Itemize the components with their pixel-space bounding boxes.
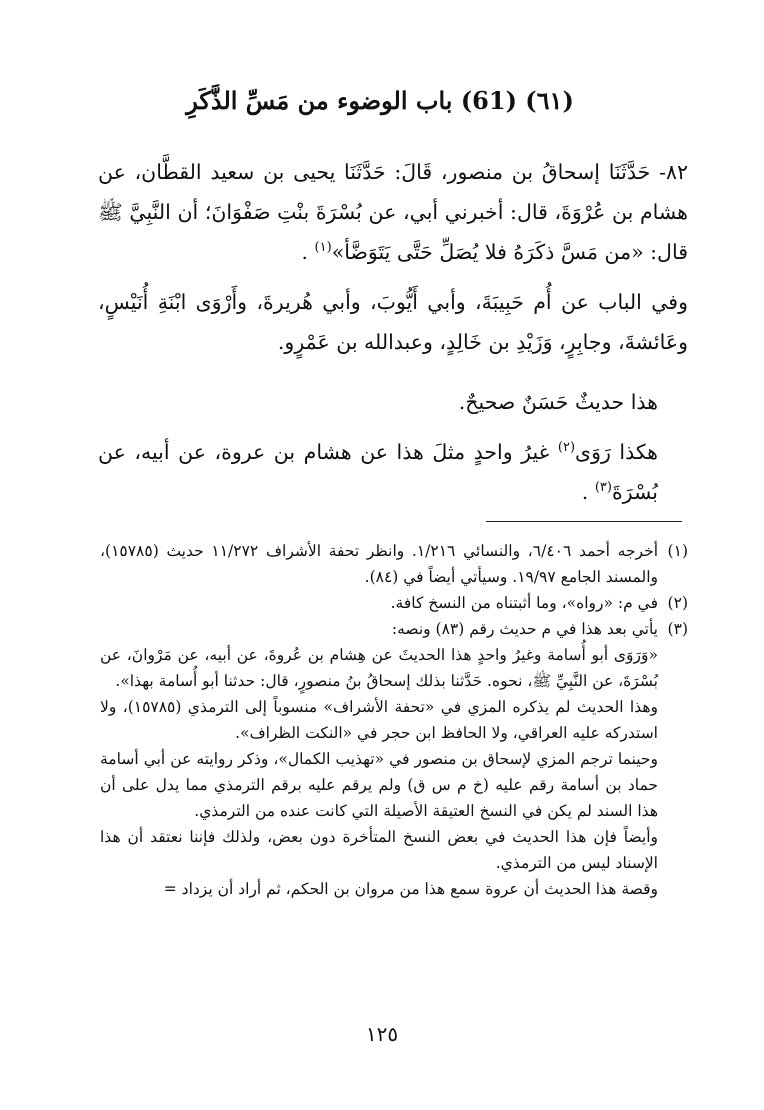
hadith-82-paragraph — [98, 152, 688, 272]
footnote-divider — [486, 521, 682, 522]
chapter-title: (٦١) (61) باب الوضوء من مَسِّ الذَّكَرِ — [186, 86, 574, 115]
footnote-ref-1[interactable]: (١) — [314, 240, 332, 256]
footnote-3-quote: «وَرَوَى أبو أُسامة وغيرُ واحدٍ هذا الحديثَ عن هِشام بن عُروةَ، عن أبيه، عن مَرْوانَ، عن بُسْرَةَ، عن النَّبِيِّ ﷺ، نحوه. حَدَّثنا بذلك إسحاقُ بنُ منصورٍ، قال: حدثنا أبو أُسامة بهذا». — [100, 646, 658, 690]
related-narrations-paragraph — [98, 282, 688, 362]
chain-note-paragraph — [98, 432, 688, 512]
footnote-3-paragraph-1: وهذا الحديث لم يذكره المزي في «تحفة الأشراف» منسوباً إلى الترمذي (١٥٧٨٥)، ولا استدركه عليه العراقي، ولا الحافظ ابن حجر في «النكت الظراف». — [100, 698, 658, 742]
footnotes-section — [100, 538, 688, 902]
footnote-3-paragraph-3: وأيضاً فإن هذا الحديث في بعض النسخ المتأخرة دون بعض، ولذلك فإننا نعتقد أن هذا الإسناد ليس من الترمذي. — [100, 828, 658, 872]
chain-note-text-2: غيرُ واحدٍ مثلَ هذا عن هشام بن عروة، عن أبيه، عن بُسْرَةَ — [98, 440, 658, 504]
footnote-1-number: (١) — [667, 542, 688, 560]
footnote-3-number: (٣) — [667, 620, 688, 638]
hadith-82-tail: . — [301, 240, 315, 264]
chain-note-tail: . — [581, 480, 595, 504]
grading-paragraph — [98, 382, 688, 422]
footnote-3-paragraph-2: وحينما ترجم المزي لإسحاق بن منصور في «تهذيب الكمال»، وذكر روايته عن أبي أسامة حماد بن أسامة رقم عليه (خ م س ق) ولم يرقم عليه برقم الترمذي مما يدل على أن هذا السند لم يكن في النسخ العتيقة الأصيلة التي كانت عنده من الترمذي. — [100, 750, 658, 820]
footnote-3-paragraph-4: وقصة هذا الحديث أن عروة سمع هذا من مروان بن الحكم، ثم أراد أن يزداد = — [163, 880, 658, 898]
footnote-ref-2[interactable]: (٢) — [557, 440, 576, 456]
footnote-2-number: (٢) — [667, 594, 688, 612]
chain-note-text-1: هكذا رَوَى — [575, 440, 658, 464]
page-number: ١٢٥ — [365, 1022, 399, 1046]
footnote-2 — [100, 590, 688, 616]
related-narrations-text: وفي الباب عن أُم حَبِيبَةَ، وأبي أَيُّوبَ، وأبي هُريرةَ، وأَرْوَى ابْنَةِ أُنَيْسٍ، وعَائشةَ، وجابِرٍ، وَزَيْدِ بن خَالِدٍ، وعبدالله بن عَمْرٍو. — [98, 290, 688, 354]
footnote-ref-3[interactable]: (٣) — [594, 480, 612, 496]
footnote-3 — [100, 616, 688, 642]
footnote-1 — [100, 538, 688, 590]
footnote-3-intro: يأتي بعد هذا في م حديث رقم (٨٣) ونصه: — [391, 620, 658, 638]
footnote-1-text: أخرجه أحمد ٦/٤٠٦، والنسائي ١/٢١٦. وانظر تحفة الأشراف ١١/٢٧٢ حديث (١٥٧٨٥)، والمسند الجامع ١٩/٩٧. وسيأتي أيضاً في (٨٤). — [100, 542, 658, 586]
footnote-2-text: في م: «رواه»، وما أثبتناه من النسخ كافة. — [390, 594, 658, 612]
grading-text: هذا حديثٌ حَسَنٌ صحيحٌ. — [458, 390, 658, 414]
hadith-82-text: ٨٢- حَدَّثَنَا إسحاقُ بن منصور، قَالَ: حَدَّثَنَا يحيى بن سعيد القطَّان، عن هشام بن عُرْوَةَ، قال: أخبرني أبي، عن بُسْرَةَ بنْتِ صَفْوَانَ؛ أن النَّبِيَّ ﷺ قال: «من مَسَّ ذكَرَهُ فلا يُصَلِّ حَتَّى يَتَوَضَّأ» — [98, 160, 688, 264]
